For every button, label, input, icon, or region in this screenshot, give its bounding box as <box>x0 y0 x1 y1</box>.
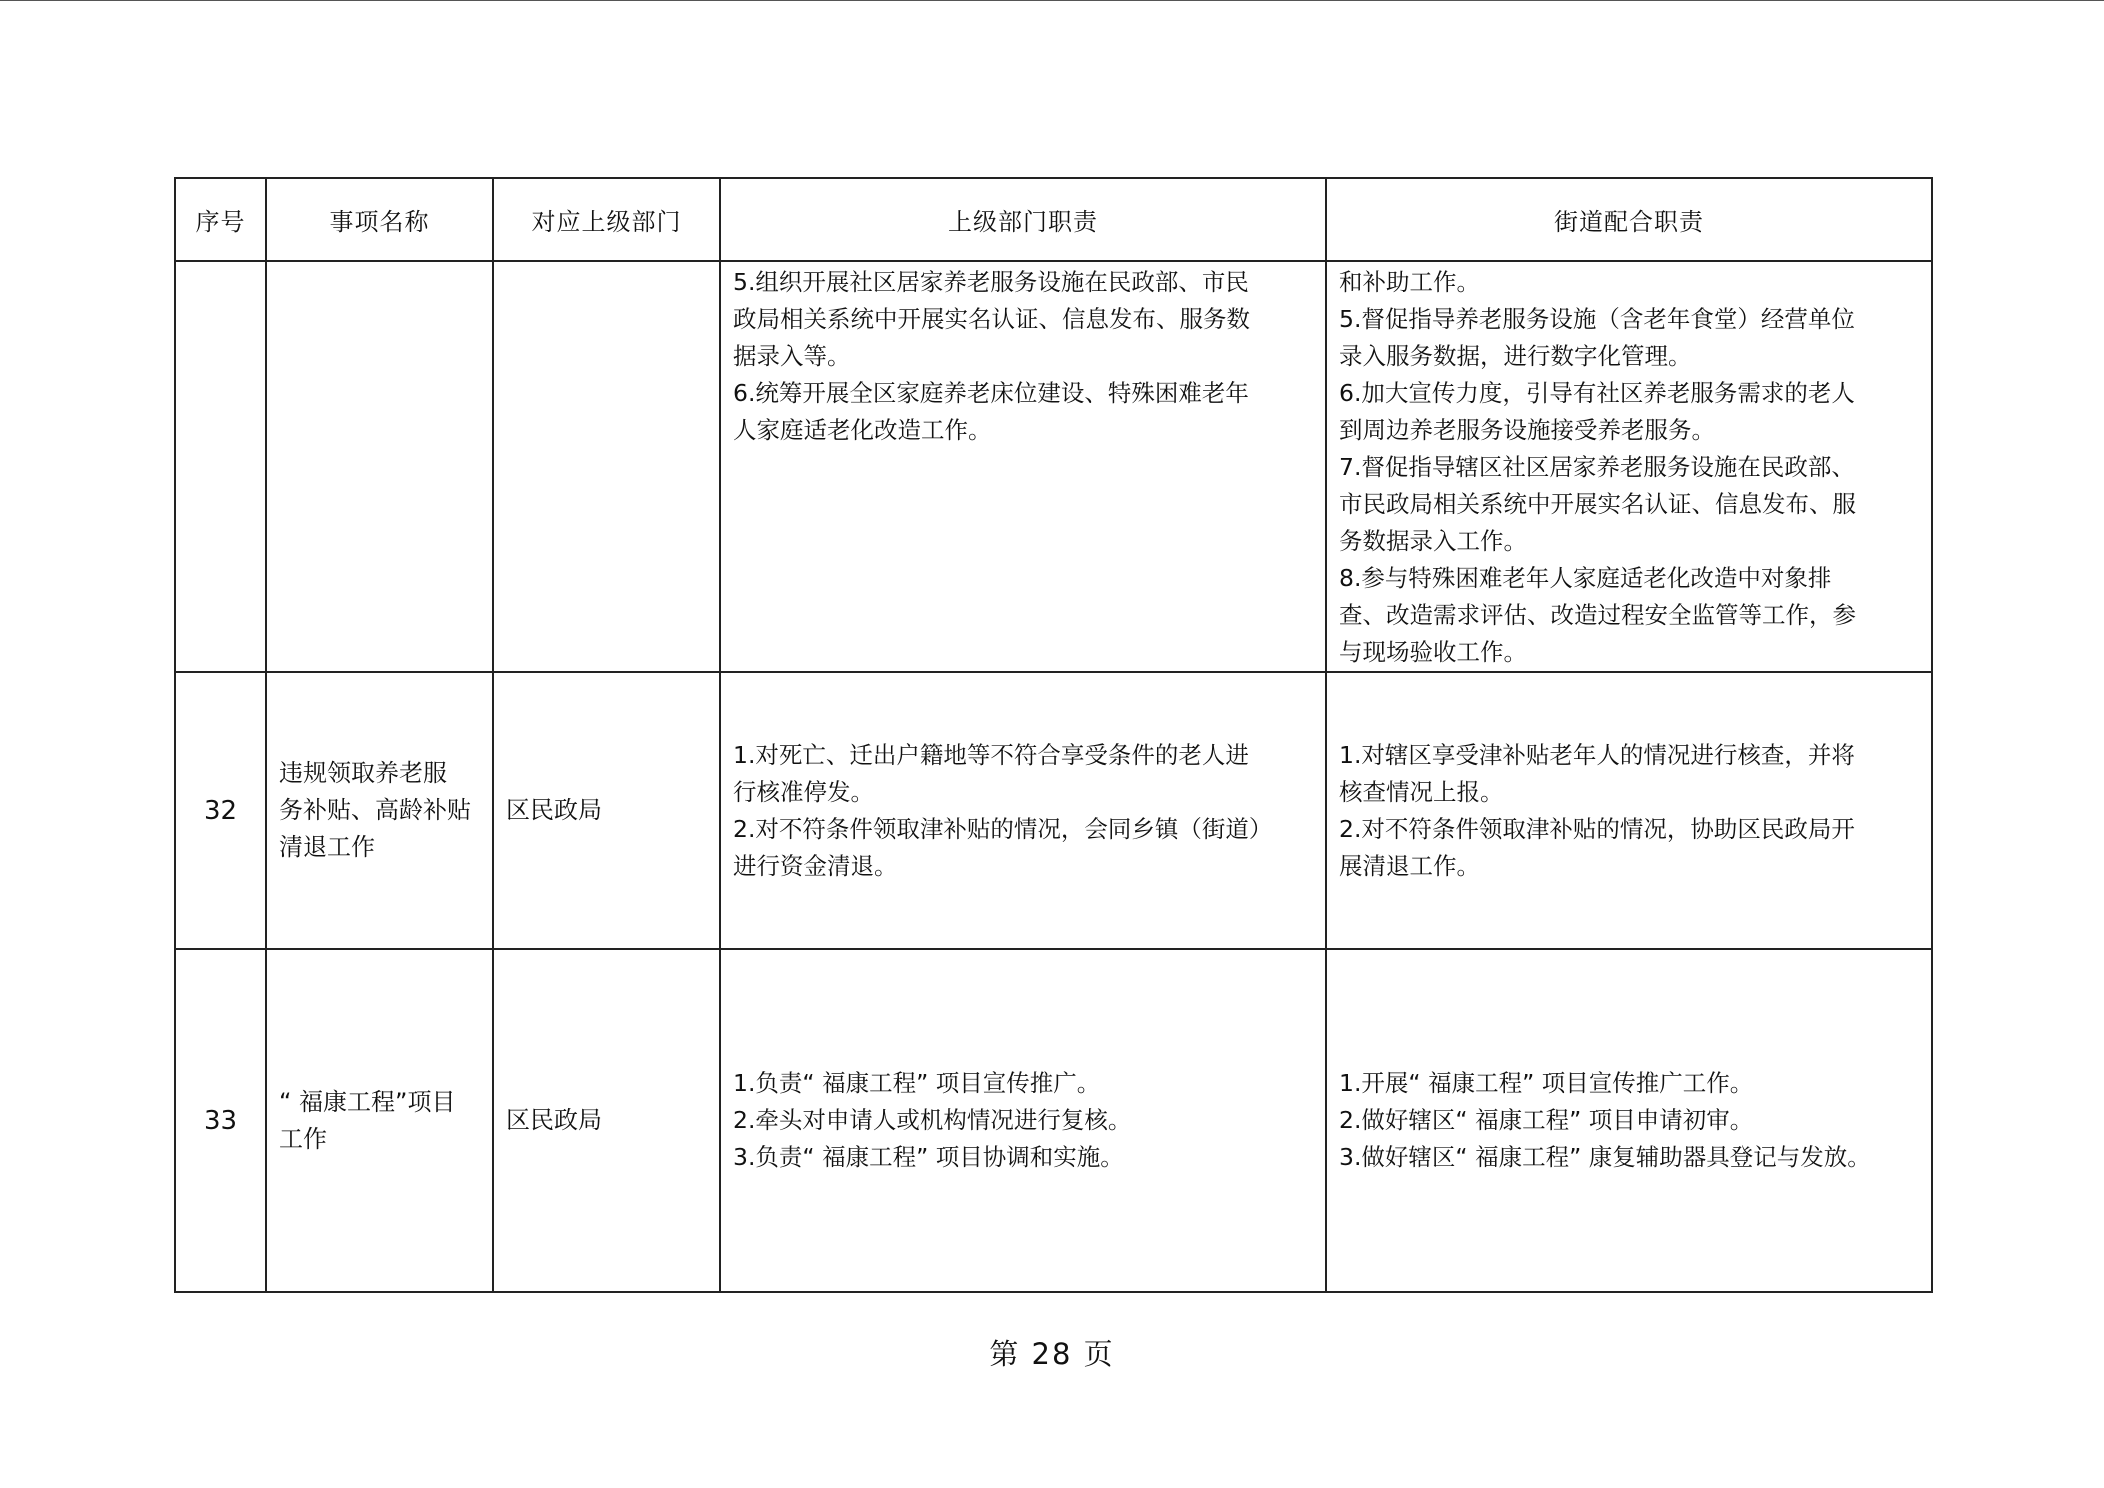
duty-line: 5.组织开展社区居家养老服务设施在民政部、市民 <box>733 268 1249 296</box>
duty-line: 3.负责“ 福康工程” 项目协调和实施。 <box>733 1143 1124 1171</box>
duty-line: 查、改造需求评估、改造过程安全监管等工作，参 <box>1339 601 1856 629</box>
item-name-line: 清退工作 <box>279 833 375 861</box>
duty-line: 1.负责“ 福康工程” 项目宣传推广。 <box>733 1069 1101 1097</box>
duty-line: 2.牵头对申请人或机构情况进行复核。 <box>733 1106 1132 1134</box>
duty-line: 核查情况上报。 <box>1339 777 1504 806</box>
street-duties-cell <box>1326 949 1932 1292</box>
street-duties-cell <box>1326 672 1932 949</box>
seq-cell: 32 <box>175 672 266 949</box>
duty-line: 1.对辖区享受津补贴老年人的情况进行核查，并将 <box>1339 740 1855 769</box>
duty-line: 1.对死亡、迁出户籍地等不符合享受条件的老人进 <box>733 740 1249 769</box>
duty-line: 2.对不符条件领取津补贴的情况，会同乡镇（街道） <box>733 814 1273 843</box>
header-upper-duties: 上级部门职责 <box>720 178 1326 261</box>
duty-line: 人家庭适老化改造工作。 <box>733 416 992 444</box>
duty-table <box>174 177 1933 1293</box>
item-name-line: 务补贴、高龄补贴 <box>279 796 471 824</box>
seq-cell <box>175 261 266 672</box>
table-row <box>175 261 1932 672</box>
item-name-line: 工作 <box>279 1124 327 1153</box>
duty-line: 进行资金清退。 <box>733 851 898 880</box>
item-name-cell <box>266 949 493 1292</box>
duty-line: 市民政局相关系统中开展实名认证、信息发布、服 <box>1339 490 1856 518</box>
top-rule <box>0 0 2104 1</box>
upper-duties-cell <box>720 672 1326 949</box>
duty-line: 3.做好辖区“ 福康工程” 康复辅助器具登记与发放。 <box>1339 1143 1871 1171</box>
duty-line: 与现场验收工作。 <box>1339 638 1527 666</box>
department-cell <box>493 261 720 672</box>
item-name-cell <box>266 672 493 949</box>
duty-line: 到周边养老服务设施接受养老服务。 <box>1339 416 1715 444</box>
duty-line: 录入服务数据，进行数字化管理。 <box>1339 342 1692 370</box>
header-upper-department: 对应上级部门 <box>493 178 720 261</box>
seq-cell: 33 <box>175 949 266 1292</box>
duty-line: 2.做好辖区“ 福康工程” 项目申请初审。 <box>1339 1106 1754 1134</box>
duty-line: 政局相关系统中开展实名认证、信息发布、服务数 <box>733 305 1250 333</box>
duty-line: 5.督促指导养老服务设施（含老年食堂）经营单位 <box>1339 305 1855 333</box>
duty-line: 2.对不符条件领取津补贴的情况，协助区民政局开 <box>1339 814 1855 843</box>
department-cell: 区民政局 <box>493 949 720 1292</box>
street-duties-cell <box>1326 261 1932 672</box>
duty-line: 和补助工作。 <box>1339 268 1480 296</box>
duty-line: 务数据录入工作。 <box>1339 527 1527 555</box>
item-name-line: “ 福康工程”项目 <box>279 1087 456 1116</box>
item-name-line: 违规领取养老服 <box>279 759 447 787</box>
duty-line: 8.参与特殊困难老年人家庭适老化改造中对象排 <box>1339 564 1832 592</box>
header-seq: 序号 <box>175 178 266 261</box>
header-item-name: 事项名称 <box>266 178 493 261</box>
table-row <box>175 949 1932 1292</box>
upper-duties-cell <box>720 261 1326 672</box>
header-street-duties: 街道配合职责 <box>1326 178 1932 261</box>
duty-line: 7.督促指导辖区社区居家养老服务设施在民政部、 <box>1339 453 1855 481</box>
department-cell: 区民政局 <box>493 672 720 949</box>
duty-line: 1.开展“ 福康工程” 项目宣传推广工作。 <box>1339 1069 1754 1097</box>
item-name-cell <box>266 261 493 672</box>
table-row <box>175 672 1932 949</box>
duty-line: 6.加大宣传力度，引导有社区养老服务需求的老人 <box>1339 379 1855 407</box>
duty-line: 展清退工作。 <box>1339 851 1480 880</box>
upper-duties-cell <box>720 949 1326 1292</box>
duty-line: 6.统筹开展全区家庭养老床位建设、特殊困难老年 <box>733 379 1249 407</box>
page-number: 第 28 页 <box>989 1337 1115 1371</box>
duty-line: 行核准停发。 <box>733 777 874 806</box>
table-header-row <box>175 178 1932 261</box>
duty-line: 据录入等。 <box>733 342 851 370</box>
